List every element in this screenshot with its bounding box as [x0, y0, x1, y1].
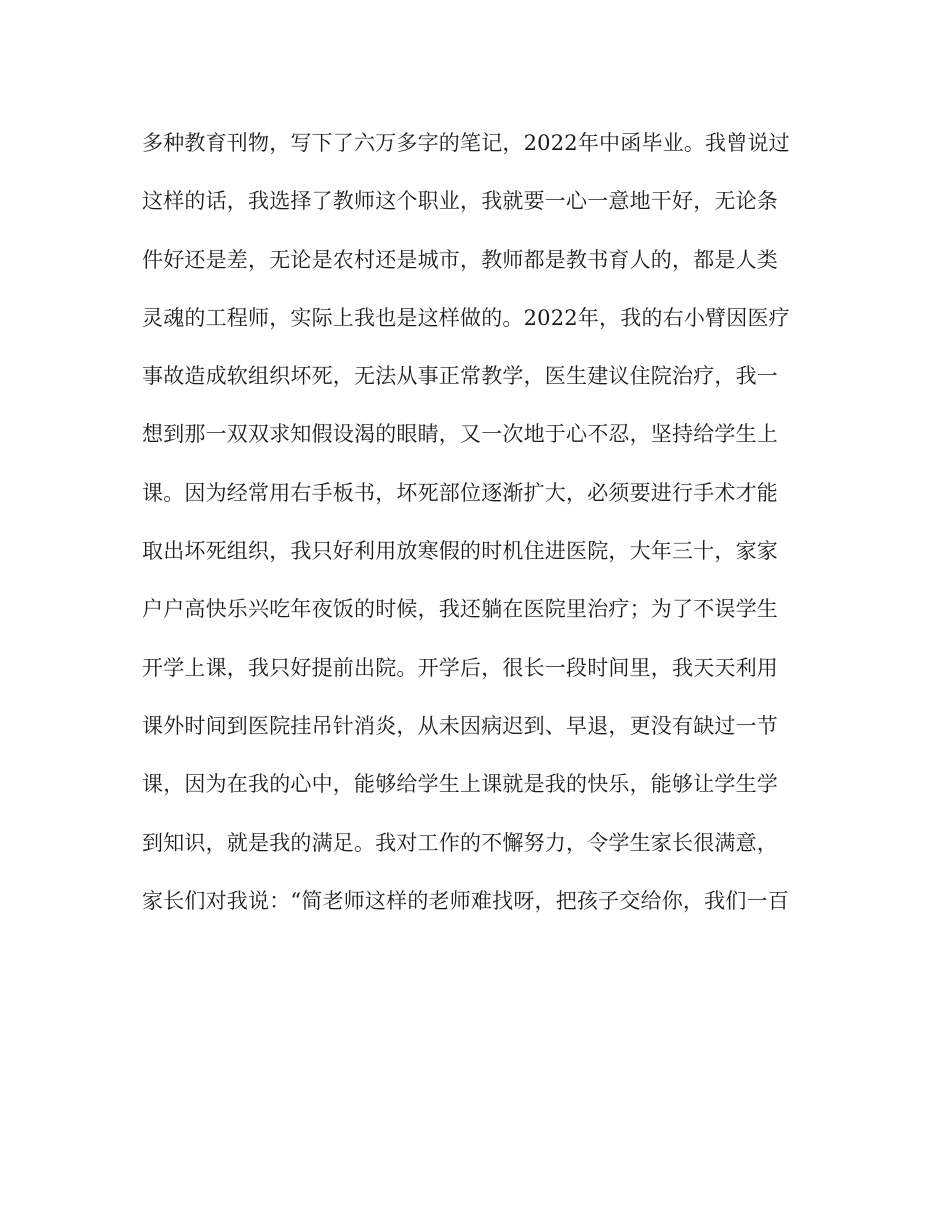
text-line: 课。因为经常用右手板书，坏死部位逐渐扩大，必须要进行手术才能: [142, 480, 778, 505]
text-line: 家长们对我说：“简老师这样的老师难找呀，把孩子交给你，我们一百: [142, 888, 789, 913]
text-line: 多种教育刊物，写下了六万多字的笔记，2022年中函毕业。我曾说过: [142, 131, 790, 155]
text-line: 到知识，就是我的满足。我对工作的不懈努力，令学生家长很满意，: [142, 830, 778, 855]
body-paragraph: [142, 114, 810, 930]
text-line: 开学上课，我只好提前出院。开学后，很长一段时间里，我天天利用: [142, 655, 778, 680]
text-line: 灵魂的工程师，实际上我也是这样做的。2022年，我的右小臂因医疗: [142, 305, 790, 330]
text-line: 想到那一双双求知假设渴的眼睛，又一次地于心不忍，坚持给学生上: [142, 422, 778, 447]
text-line: 户户高快乐兴吃年夜饭的时候，我还躺在医院里治疗；为了不误学生: [142, 597, 778, 622]
text-line: 课外时间到医院挂吊针消炎，从未因病迟到、早退，更没有缺过一节: [142, 713, 778, 738]
text-line: 件好还是差，无论是农村还是城市，教师都是教书育人的，都是人类: [142, 247, 778, 272]
text-line: 这样的话，我选择了教师这个职业，我就要一心一意地干好，无论条: [142, 189, 778, 214]
text-line: 事故造成软组织坏死，无法从事正常教学，医生建议住院治疗，我一: [142, 364, 778, 389]
text-line: 取出坏死组织，我只好利用放寒假的时机住进医院，大年三十，家家: [142, 539, 778, 564]
text-line: 课，因为在我的心中，能够给学生上课就是我的快乐，能够让学生学: [142, 772, 778, 797]
